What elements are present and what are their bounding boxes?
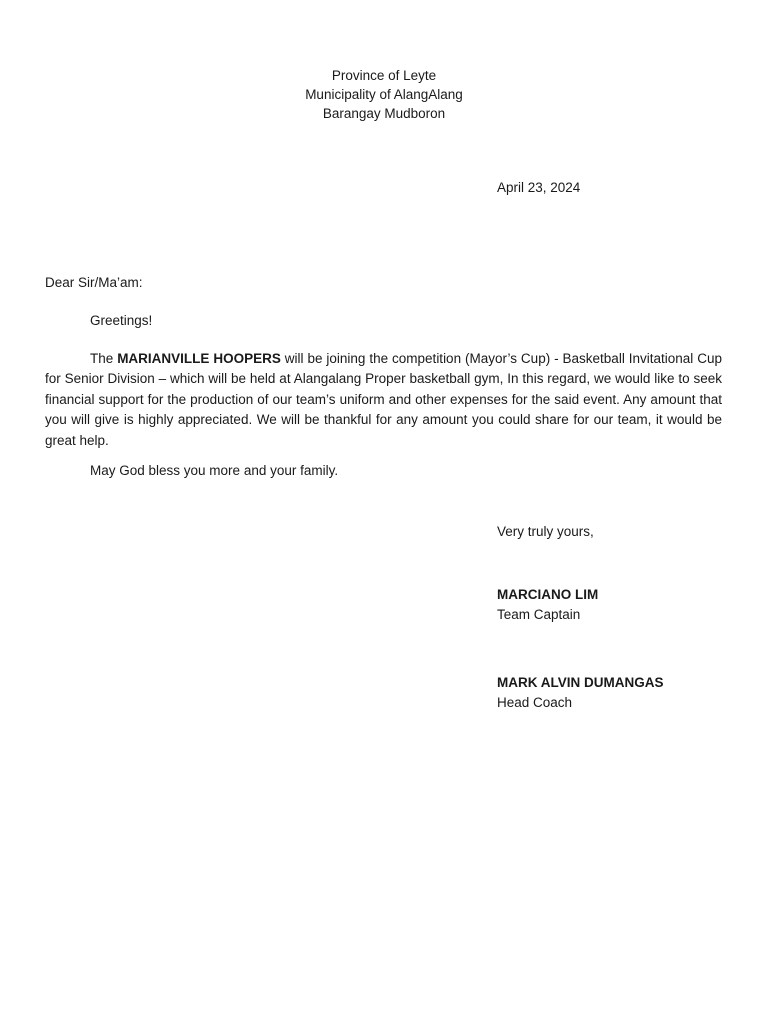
letterhead	[0, 66, 768, 123]
greeting: Greetings!	[90, 313, 153, 328]
signature-block-coach	[497, 673, 664, 713]
salutation: Dear Sir/Ma’am:	[45, 275, 143, 290]
body-lead: The	[90, 351, 114, 366]
signature-block-captain	[497, 585, 598, 625]
letter-date: April 23, 2024	[497, 180, 581, 195]
body-text: will be joining the competition (Mayor’s Cup) - Basketball Invitational Cup for Senior Division – which will be held at Alangalang Proper basketball gym, In this regard, we would like to seek financial support for the production of our team’s uniform and other expenses for the said event. Any amount that you will give is highly appreciated. We will be thankful for any amount you could share for our team, it would be great help.	[45, 351, 722, 448]
municipality-line: Municipality of AlangAlang	[305, 87, 463, 102]
signer-title: Head Coach	[497, 695, 573, 710]
signer-name: MARK ALVIN DUMANGAS	[497, 675, 664, 690]
signer-title: Team Captain	[497, 607, 581, 622]
closing-line: Very truly yours,	[497, 524, 594, 539]
body-paragraph	[45, 349, 722, 451]
province-line: Province of Leyte	[331, 68, 437, 83]
barangay-line: Barangay Mudboron	[322, 106, 446, 121]
team-name: MARIANVILLE HOOPERS	[117, 351, 281, 366]
signer-name: MARCIANO LIM	[497, 587, 599, 602]
blessing-line: May God bless you more and your family.	[90, 463, 339, 478]
